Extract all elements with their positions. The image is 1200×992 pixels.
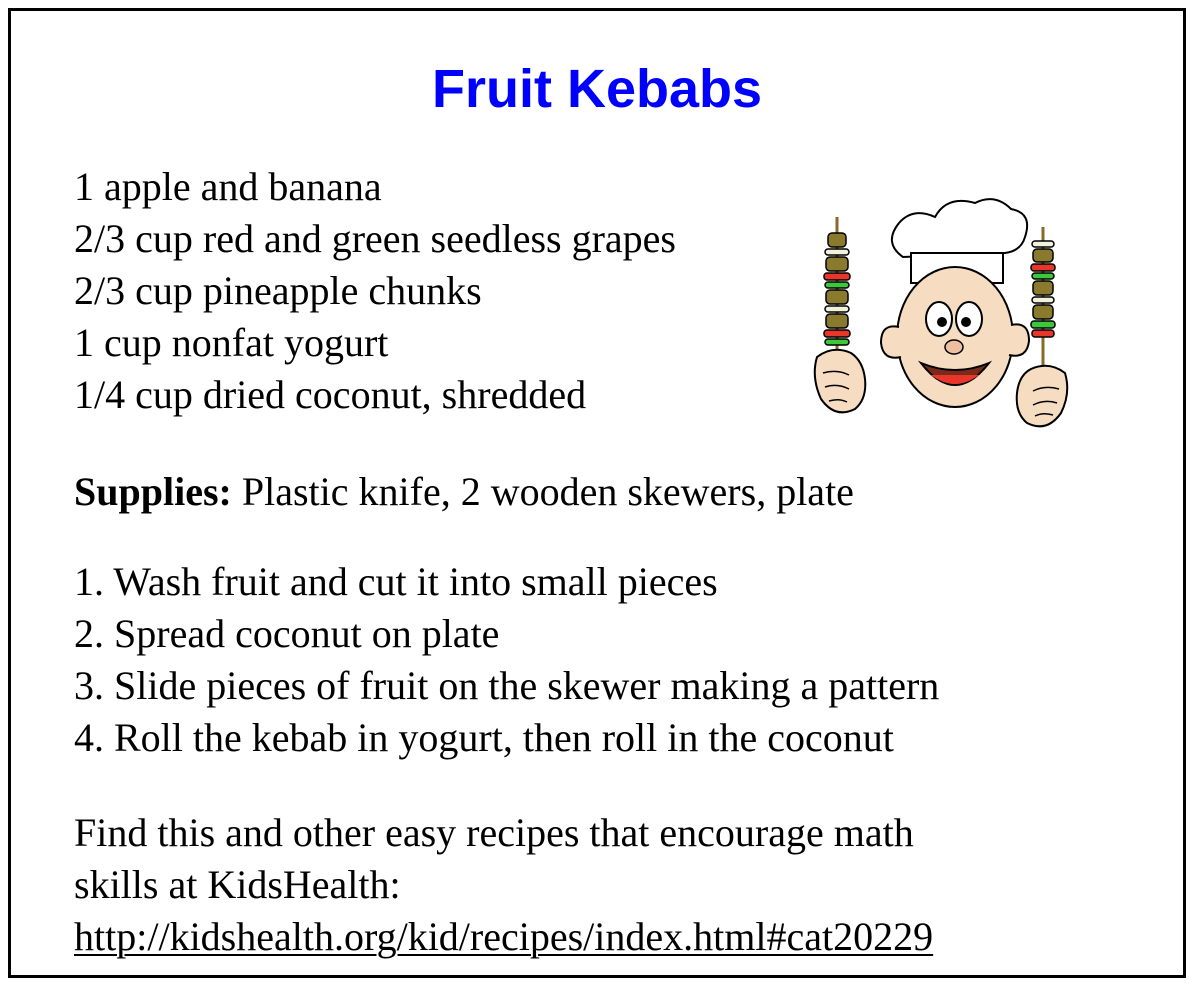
supplies-label: Supplies:	[74, 469, 232, 514]
step-item: 4. Roll the kebab in yogurt, then roll in the coconut	[74, 715, 894, 760]
supplies-text: Plastic knife, 2 wooden skewers, plate	[231, 469, 854, 514]
recipes-link[interactable]: http://kidshealth.org/kid/recipes/index.html#cat20229	[74, 914, 934, 959]
footer-line-2: skills at KidsHealth:	[74, 862, 401, 907]
step-item: 1. Wash fruit and cut it into small pieces	[74, 559, 718, 604]
footer-line-1: Find this and other easy recipes that encourage math	[74, 810, 914, 855]
ingredient-item: 2/3 cup red and green seedless grapes	[74, 216, 676, 261]
steps-list	[74, 556, 939, 764]
ingredients-list	[74, 161, 676, 421]
ingredient-item: 2/3 cup pineapple chunks	[74, 268, 482, 313]
chef-with-kebabs-icon	[803, 197, 1079, 437]
ingredient-item: 1 cup nonfat yogurt	[74, 320, 389, 365]
recipe-card	[8, 8, 1186, 978]
step-item: 3. Slide pieces of fruit on the skewer making a pattern	[74, 663, 940, 708]
ingredient-item: 1 apple and banana	[74, 164, 382, 209]
step-item: 2. Spread coconut on plate	[74, 611, 500, 656]
supplies-line	[74, 466, 854, 518]
footer-note	[74, 807, 933, 963]
recipe-title: Fruit Kebabs	[431, 59, 763, 119]
ingredient-item: 1/4 cup dried coconut, shredded	[74, 372, 587, 417]
